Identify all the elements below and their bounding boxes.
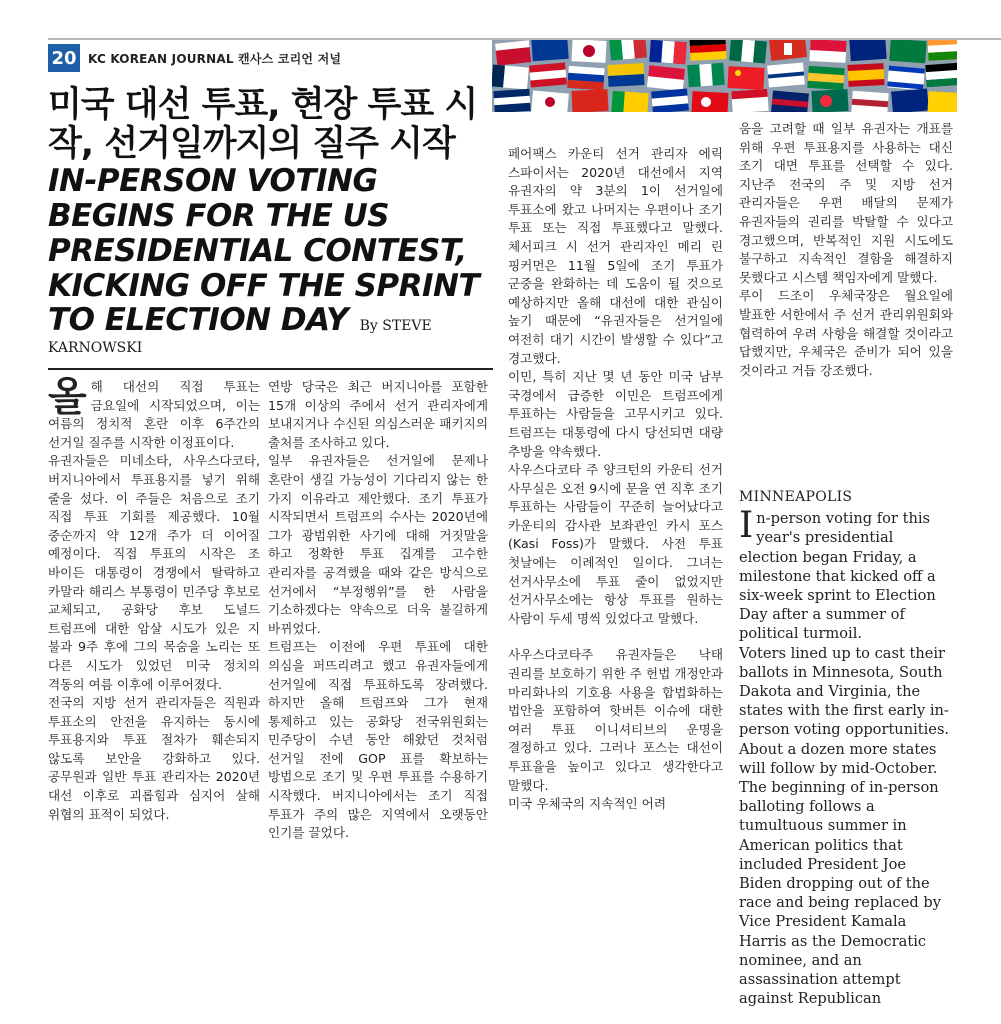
english-paragraph: Voters lined up to cast their ballots in Minnesota, South Dakota and Virginia, the states with the first early in-person voting opportunities. About a dozen more states will follow by mid-October. The beginning of in-person balloting follows a tumultuous summer in American politics that included President Joe Biden dropping out of the race and being replaced by Vice President Kamala Harris as the Democratic nominee, and an assassination attempt against Republican	[739, 644, 950, 1008]
headline-korean: 미국 대선 투표, 현장 투표 시작, 선거일까지의 질주 시작	[48, 85, 478, 165]
headline	[48, 86, 493, 357]
publication-name: KC KOREAN JOURNAL 캔사스 코리언 저널	[88, 52, 342, 66]
korean-paragraph: 루이 드조이 우체국장은 월요일에 발표한 서한에서 주 선거 관리위원회와 협력하여 우려 사항을 해결할 것이라고 답했지만, 우체국은 준비가 되어 있을 것이라고 거듭 강조했다.	[739, 288, 953, 378]
drop-cap: I	[739, 505, 754, 547]
headline-english: IN-PERSON VOTING BEGINS FOR THE US PRESIDENTIAL CONTEST, KICKING OFF THE SPRINT TO ELECTION DAY	[48, 163, 480, 339]
korean-paragraph: 미국 우체국의 지속적인 어려	[508, 796, 666, 812]
dateline: MINNEAPOLIS	[739, 489, 853, 505]
korean-column-1	[48, 373, 260, 824]
page-number: 20	[48, 44, 80, 72]
korean-paragraph: 이민, 특히 지난 몇 년 동안 미국 남부 국경에서 급증한 이민은 트럼프에게 투표하는 사람들을 고무시키고 있다. 트럼프는 대통령에 다시 당선되면 대량 추방을 약속했다.	[508, 369, 723, 459]
korean-paragraph: 트럼프는 이전에 우편 투표에 대한 의심을 퍼뜨리려고 했고 유권자들에게 선거일에 직접 투표하도록 장려했다. 하지만 올해 트럼프와 그가 현재 통제하고 있는 공화당 전국위원회는 민주당이 수년 동안 해왔던 것처럼 선거일 전에 GOP 표를 확보하는 방법으로 조기 및 우편 투표를 수용하기 시작했다. 버지니아에서는 조기 직접 투표가 주의 많은 지역에서 오랫동안 인기를 끌었다.	[268, 639, 488, 841]
korean-paragraph: 전국의 지방 선거 관리자들은 직원과 투표소의 안전을 유지하는 동시에 투표용지와 투표 절차가 훼손되지 않도록 보안을 강화하고 있다. 공무원과 일반 투표 관리자는 2020년 대선 이후로 괴롭힘과 심지어 살해 위협의 표적이 되었다.	[48, 695, 260, 822]
drop-cap: 올	[48, 373, 87, 420]
korean-column-2	[268, 378, 488, 843]
korean-paragraph: 일부 유권자들은 선거일에 문제나 혼란이 생길 가능성이 기다리지 않는 한 가지 이유라고 제안했다. 조기 투표가 시작되면서 트럼프의 수사는 2020년에 그가 광범위한 사기에 대해 거짓말을 하고 정확한 투표 집계를 고수한 관리자를 공격했을 때와 같은 방식으로 선거에서 “부정행위”를 한 사람을 기소하겠다는 약속으로 더욱 불길하게 바뀌었다.	[268, 453, 488, 636]
english-paragraph: In-person voting for this year's presidential election began Friday, a milestone that kicked off a six-week sprint to Election Day after a summer of political turmoil.	[739, 505, 936, 643]
korean-paragraph: 유권자들은 미네소타, 사우스다코타, 버지니아에서 투표용지를 넣기 위해 줄을 섰다. 이 주들은 처음으로 조기 직접 투표 기회를 제공했다. 10월 중순까지 약 12개 주가 더 이어질 예정이다. 직접 투표의 시작은 조 바이든 대통령이 경쟁에서 탈락하고 카말라 해리스 부통령이 민주당 후보로 교체되고, 공화당 후보 도널드 트럼프에 대한 암살 시도가 있은 지 불과 9주 후에 그의 목숨을 노리는 또 다른 시도가 있었던 미국 정치의 격동의 여름 이후에 이루어졌다.	[48, 453, 260, 692]
korean-column-3	[508, 145, 723, 814]
world-flags-banner	[492, 40, 957, 112]
headline-rule	[48, 368, 493, 370]
korean-paragraph: 연방 당국은 최근 버지니아를 포함한 15개 이상의 주에서 선거 관리자에게 보내지거나 수신된 의심스러운 패키지의 출처를 조사하고 있다.	[268, 379, 488, 450]
korean-column-4	[739, 120, 953, 380]
byline: By STEVE KARNOWSKI	[48, 318, 432, 356]
korean-paragraph: 페어팩스 카운티 선거 관리자 에릭 스파이서는 2020년 대선에서 지역 유권자의 약 3분의 1이 선거일에 투표소에 왔고 나머지는 우편이나 조기 투표 또는 직접 투표했다고 말했다. 체서피크 시 선거 관리자인 메리 린 핑커먼은 11월 5일에 조기 투표가 군중을 완화하는 데 도움이 될 것으로 예상하지만 올해 대선에 대한 관심이 높기 때문에 “유권자들은 선거일에 여전히 대기 시간이 발생할 수 있다”고 경고했다.	[508, 146, 723, 366]
paragraph-gap	[508, 628, 723, 646]
korean-paragraph: 올해 대선의 직접 투표는 금요일에 시작되었으며, 이는 여름의 정치적 혼란 이후 6주간의 선거일 질주를 시작한 이정표이다.	[48, 373, 260, 450]
korean-paragraph: 사우스다코타 주 양크턴의 카운티 선거 사무실은 오전 9시에 문을 연 직후 조기 투표하는 사람들이 꾸준히 늘어났다고 카운티의 감사관 보좌관인 카시 포스(Kasi Foss)가 말했다. 사전 투표 첫날에는 이례적인 일이다. 그녀는 선거사무소에 투표 줄이 없었지만 선거사무소에는 항상 투표를 원하는 사람이 두세 명씩 있었다고 말했다.	[508, 462, 723, 626]
english-column	[739, 488, 953, 1008]
korean-paragraph: 움을 고려할 때 일부 유권자는 개표를 위해 우편 투표용지를 사용하는 대신 조기 대면 투표를 선택할 수 있다. 지난주 전국의 주 및 지방 선거 관리자들은 우편 배달의 문제가 유권자들의 권리를 박탈할 수 있다고 경고했으며, 반복적인 지원 시도에도 불구하고 지속적인 결함을 해결하지 못했다고 시스템 책임자에게 말했다.	[739, 121, 953, 285]
korean-paragraph: 사우스다코타주 유권자들은 낙태 권리를 보호하기 위한 주 헌법 개정안과 마리화나의 기호용 사용을 합법화하는 법안을 포함하여 핫버튼 이슈에 대한 여러 투표 이니셔티브의 운명을 결정하고 있다. 그러나 포스는 대선이 투표율을 높이고 있다고 생각한다고 말했다.	[508, 647, 723, 793]
